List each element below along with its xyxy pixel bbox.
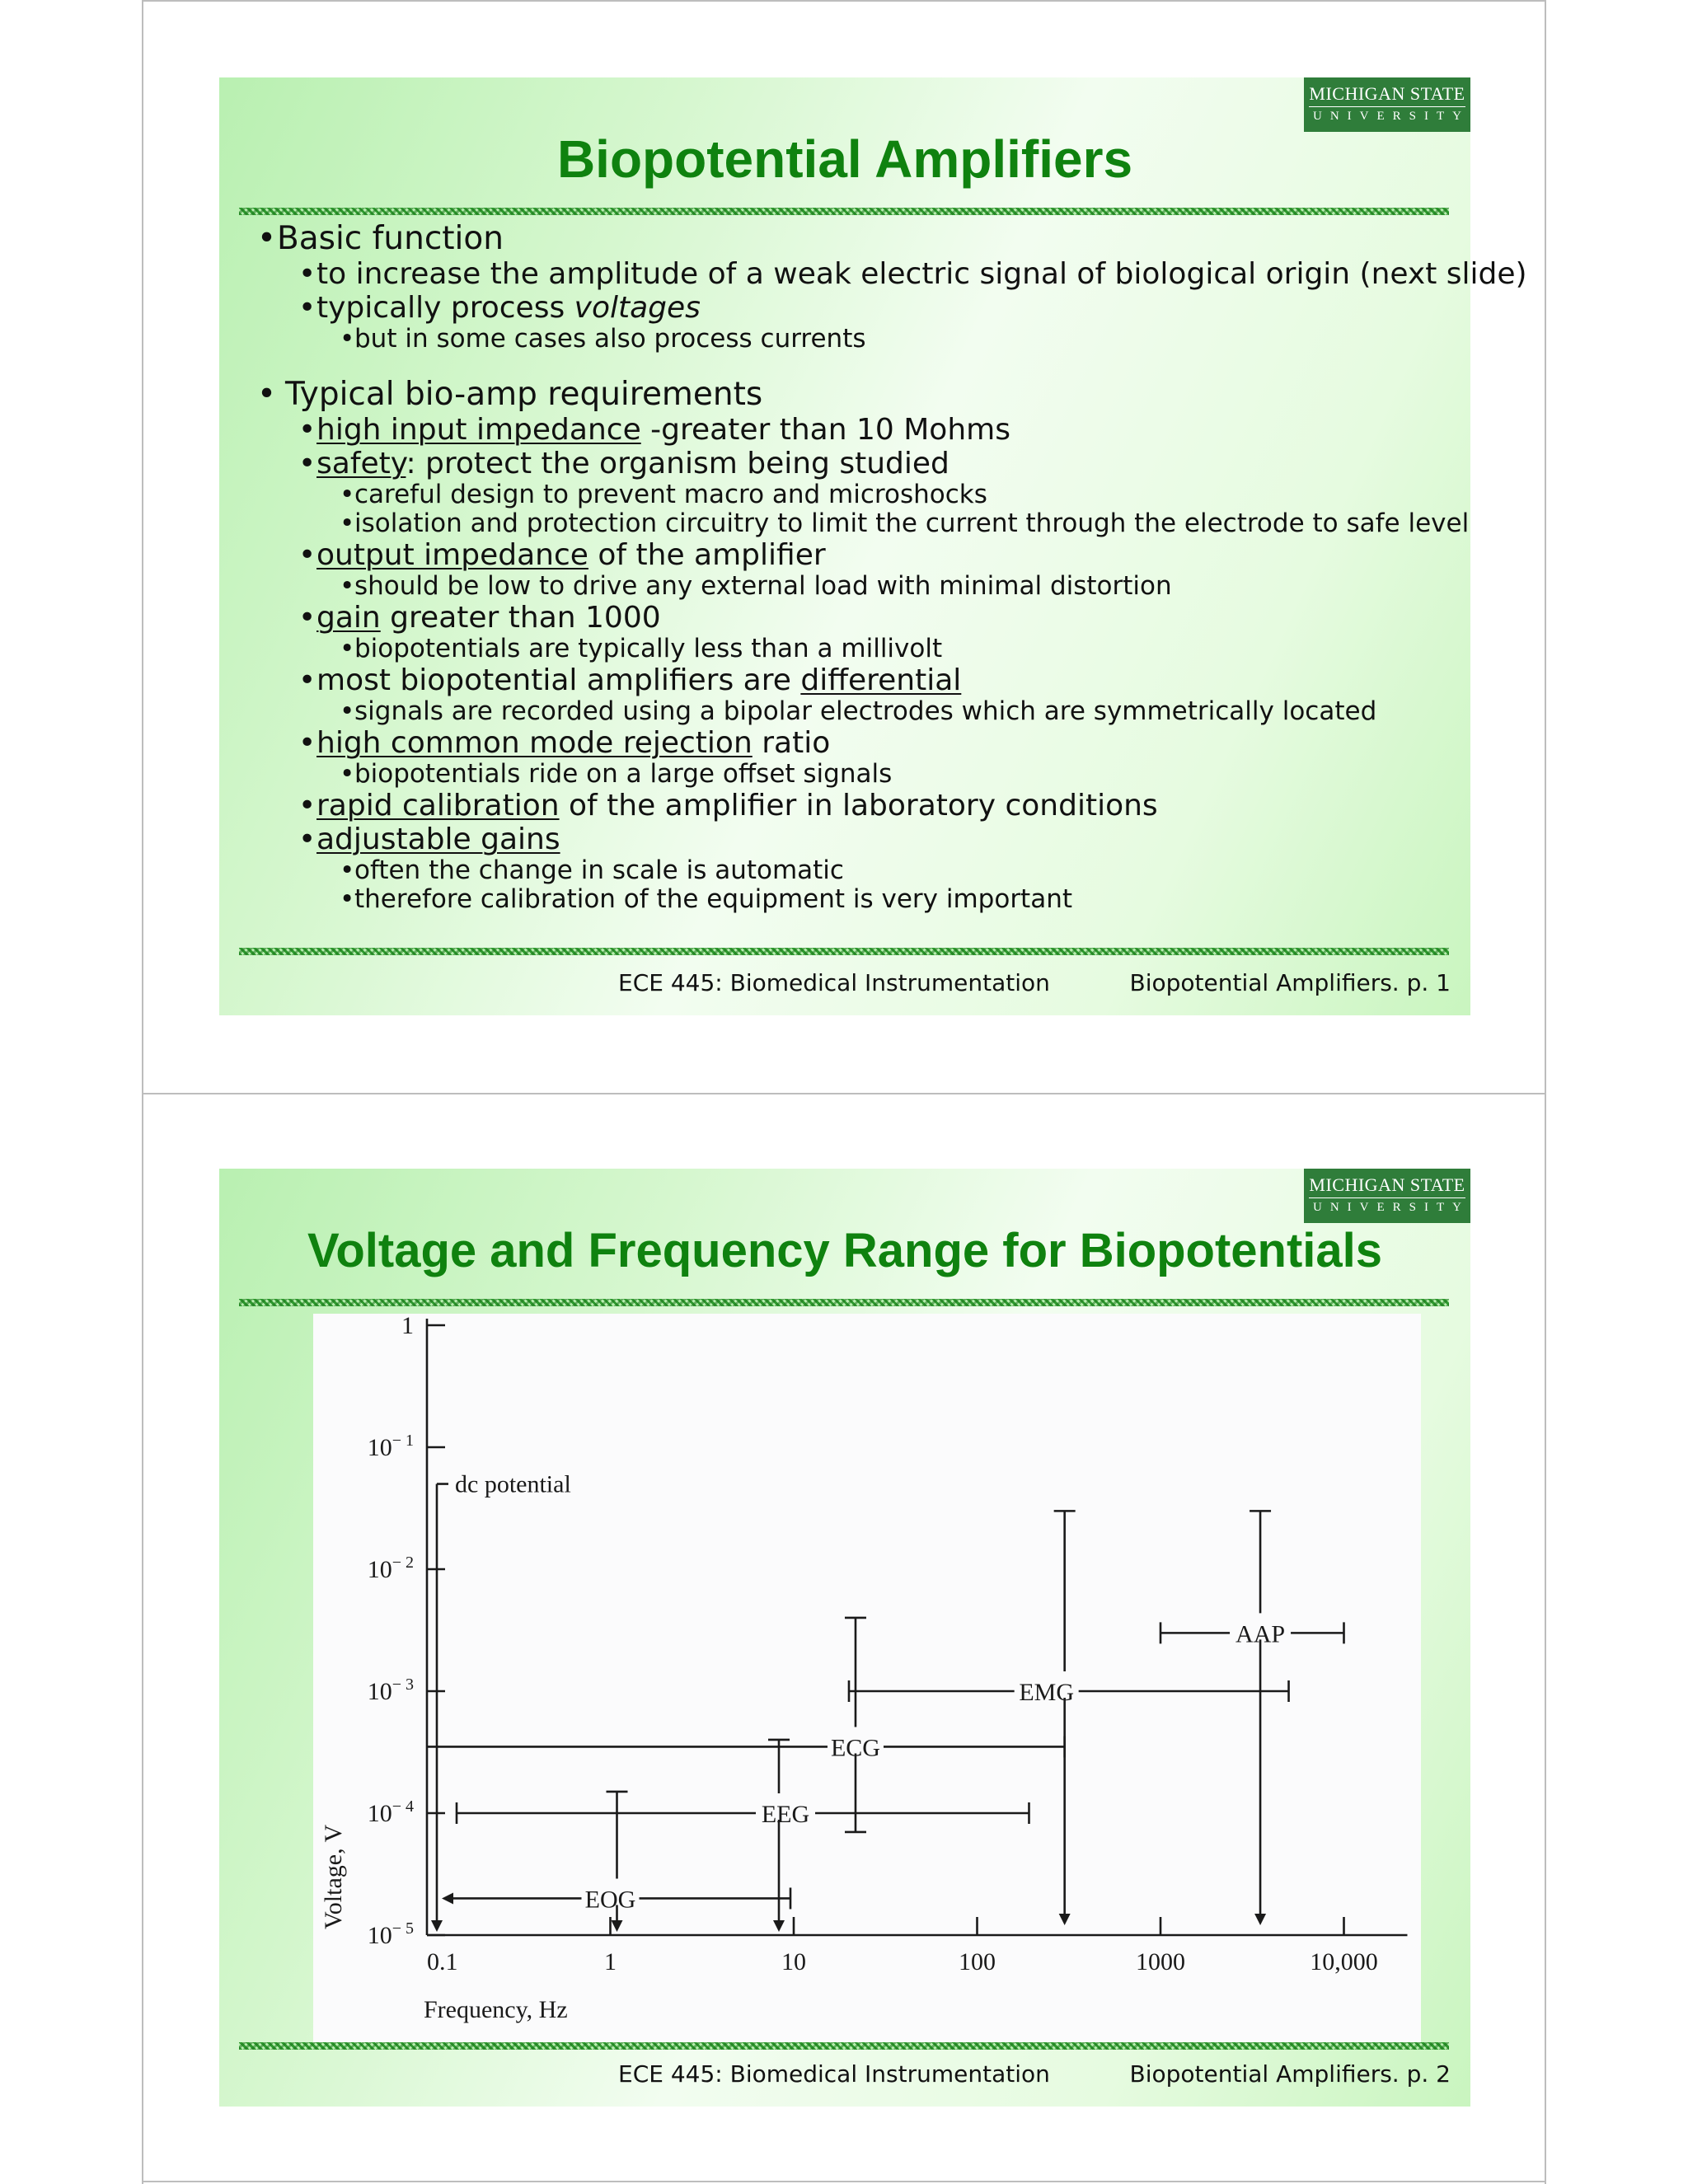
x-tick-label: 10 — [781, 1948, 806, 1975]
decorative-rule-bottom — [239, 2042, 1449, 2050]
bullet-cmrr-sub: • biopotentials ride on a large offset signals — [252, 760, 1454, 789]
eog-bottom-arrow — [612, 1920, 623, 1932]
logo-line-2: UNIVERSITY — [1313, 110, 1470, 123]
y-tick-label: $10^{- 4}$ — [367, 1797, 414, 1827]
y-tick-label: $10^{- 5}$ — [367, 1919, 414, 1949]
ecg-label: ECG — [830, 1734, 880, 1762]
bullet-process-currents: • but in some cases also process currents — [252, 325, 1454, 354]
footer-course: ECE 445: Biomedical Instrumentation — [618, 2060, 1050, 2088]
bullet-list — [252, 220, 1527, 914]
slide-2 — [219, 1169, 1470, 2107]
y-tick-label: 1 — [401, 1314, 414, 1339]
footer-page-number: Biopotential Amplifiers. p. 1 — [1129, 969, 1451, 996]
footer-course: ECE 445: Biomedical Instrumentation — [618, 969, 1050, 996]
x-tick-label: 1000 — [1136, 1948, 1185, 1975]
x-tick-label: 0.1 — [427, 1948, 458, 1975]
dc-potential-label: dc potential — [455, 1470, 571, 1498]
eeg-bottom-arrow — [773, 1920, 785, 1932]
bullet-adjustable-gains: • adjustable gains — [252, 823, 1454, 856]
bullet-output-impedance: • output impedance of the amplifier — [252, 538, 1454, 572]
bullet-bioamp-requirements: • Typical bio-amp requirements — [252, 377, 1454, 413]
aap-label: AAP — [1236, 1620, 1286, 1648]
dc-potential-arrow — [431, 1920, 443, 1932]
eeg-label: EEG — [761, 1801, 810, 1828]
y-tick-label: $10^{- 2}$ — [367, 1554, 414, 1583]
slide-title: Voltage and Frequency Range for Biopotentials — [307, 1224, 1383, 1277]
decorative-rule-top — [239, 208, 1449, 215]
emg-label: EMG — [1019, 1679, 1074, 1706]
bullet-adjustable-gains-sub1: • often the change in scale is automatic — [252, 856, 1454, 885]
page-divider — [142, 1093, 1546, 1094]
decorative-rule-bottom — [239, 948, 1449, 955]
chart-svg — [313, 1314, 1421, 2049]
bullet-process-voltages: • typically process voltages — [252, 291, 1454, 325]
bullet-increase-amplitude: • to increase the amplitude of a weak electric signal of biological origin (next slide) — [252, 257, 1454, 291]
x-tick-label: 10,000 — [1310, 1948, 1378, 1975]
emg-bottom-arrow — [1059, 1914, 1071, 1925]
x-tick-label: 100 — [959, 1948, 996, 1975]
bullet-differential-sub: • signals are recorded using a bipolar electrodes which are symmetrically located — [252, 697, 1454, 726]
x-tick-label: 1 — [604, 1948, 617, 1975]
logo-line-1: MICHIGAN STATE — [1309, 1175, 1465, 1198]
bullet-adjustable-gains-sub2: • therefore calibration of the equipment is very important — [252, 885, 1454, 914]
y-tick-label: $10^{- 1}$ — [367, 1432, 414, 1461]
bullet-gain-sub: • biopotentials are typically less than a millivolt — [252, 635, 1454, 663]
bullet-cmrr: • high common mode rejection ratio — [252, 726, 1454, 760]
bullet-output-impedance-sub: • should be low to drive any external load with minimal distortion — [252, 572, 1454, 601]
bullet-input-impedance: • high input impedance -greater than 10 Mohms — [252, 413, 1454, 447]
bullet-safety: • safety: protect the organism being studied — [252, 447, 1454, 480]
bullet-differential: • most biopotential amplifiers are differential — [252, 663, 1454, 697]
eog-left-arrow — [442, 1892, 453, 1904]
slide-1 — [219, 77, 1527, 1015]
msu-logo — [1304, 1169, 1470, 1223]
page-bottom-border — [142, 2181, 1546, 2182]
bullet-rapid-calibration: • rapid calibration of the amplifier in laboratory conditions — [252, 789, 1454, 823]
voltage-frequency-chart — [313, 1314, 1421, 2049]
bullet-gain: • gain greater than 1000 — [252, 601, 1454, 635]
decorative-rule-top — [239, 1299, 1449, 1306]
bullet-basic-function: • Basic function — [252, 221, 1454, 257]
y-tick-label: $10^{- 3}$ — [367, 1675, 414, 1705]
bullet-safety-isolation: • isolation and protection circuitry to limit the current through the electrode to safe level — [252, 509, 1454, 538]
logo-line-2: UNIVERSITY — [1313, 1201, 1470, 1214]
msu-logo — [1304, 77, 1470, 132]
slide-title: Biopotential Amplifiers — [556, 129, 1133, 189]
footer-page-number: Biopotential Amplifiers. p. 2 — [1129, 2060, 1451, 2088]
y-axis-label: Voltage, V — [320, 1824, 347, 1930]
aap-bottom-arrow — [1254, 1914, 1266, 1925]
logo-line-1: MICHIGAN STATE — [1309, 84, 1465, 107]
x-axis-label: Frequency, Hz — [424, 1996, 568, 2023]
bullet-safety-design: • careful design to prevent macro and microshocks — [252, 480, 1454, 509]
eog-label: EOG — [584, 1886, 636, 1914]
